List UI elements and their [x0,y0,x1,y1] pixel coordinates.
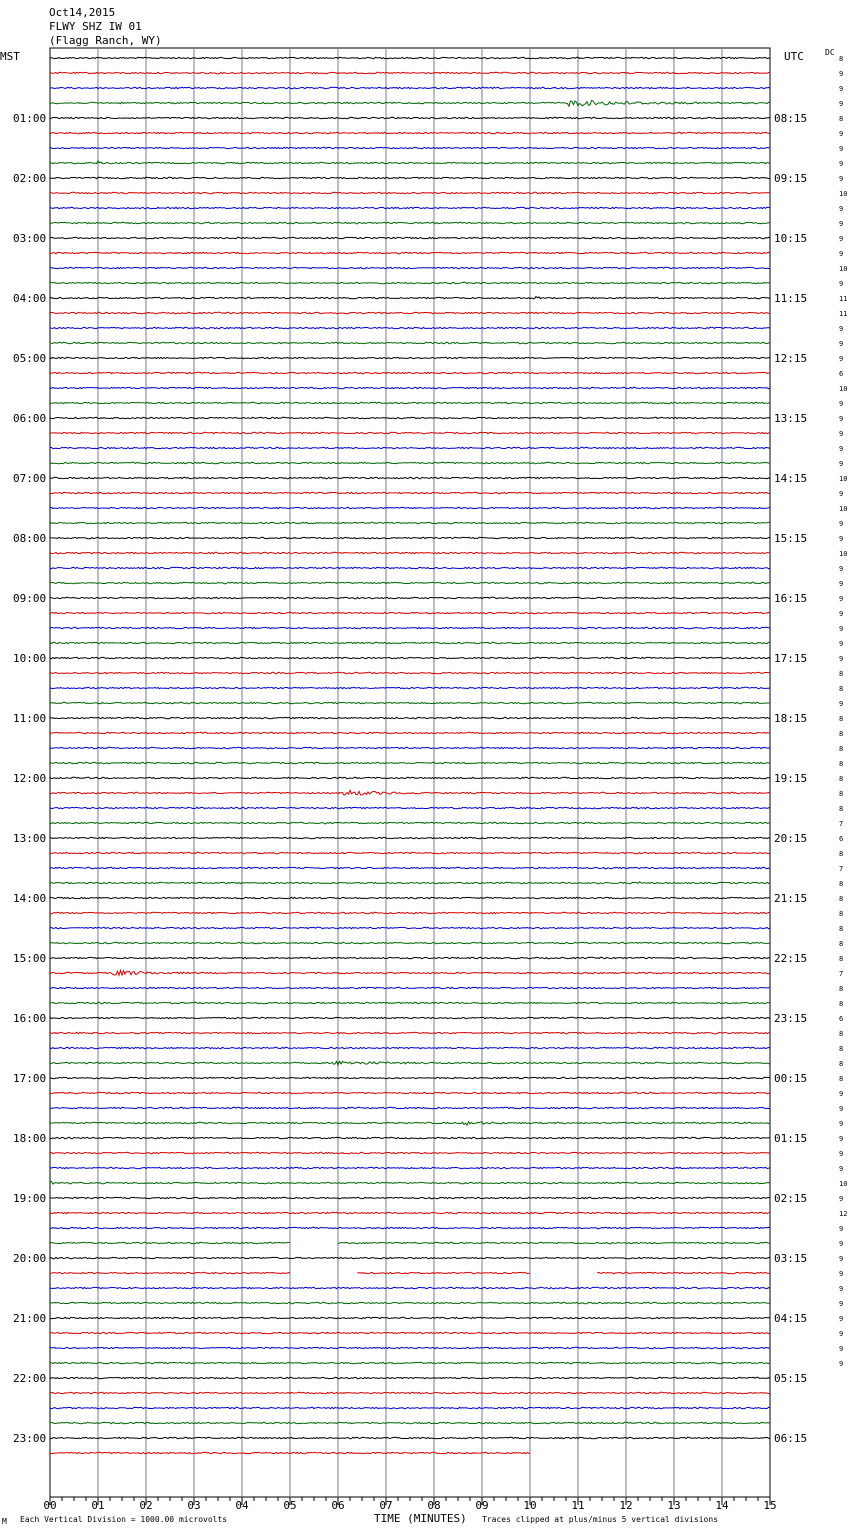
dc-value-row-81: 9 [839,1270,844,1278]
dc-value-row-24: 9 [839,415,844,423]
dc-value-row-62: 8 [839,985,844,993]
left-hour-label-20: 21:00 [13,1312,47,1325]
dc-value-row-17: 11 [839,310,848,318]
trace-row-49-seg-0 [50,790,770,795]
dc-value-row-27: 9 [839,460,844,468]
trace-row-15-seg-0 [50,282,770,283]
trace-row-46-seg-0 [50,747,770,748]
trace-row-5-seg-0 [50,132,770,133]
dc-value-row-60: 8 [839,955,844,963]
dc-value-row-7: 9 [839,160,844,168]
dc-value-row-38: 9 [839,625,844,633]
dc-value-row-83: 9 [839,1300,844,1308]
trace-row-51-seg-0 [50,822,770,823]
dc-value-row-71: 9 [839,1120,844,1128]
corner-mark: M [2,1517,7,1526]
trace-row-75-seg-0 [50,1181,770,1184]
dc-value-row-55: 8 [839,880,844,888]
left-timezone-label: MST [0,50,20,63]
x-tick-label-06: 06 [331,1499,345,1512]
x-tick-label-13: 13 [667,1499,681,1512]
dc-value-row-51: 7 [839,820,844,828]
dc-value-row-25: 9 [839,430,844,438]
x-tick-label-15: 15 [763,1499,777,1512]
dc-value-row-13: 9 [839,250,844,258]
header-date: Oct14,2015 [49,6,116,19]
left-hour-label-17: 18:00 [13,1132,47,1145]
dc-value-row-41: 8 [839,670,844,678]
trace-row-18-seg-0 [50,327,770,328]
trace-row-58-seg-0 [50,927,770,928]
trace-row-27-seg-0 [50,462,770,463]
trace-row-66-seg-0 [50,1047,770,1048]
trace-row-90-seg-0 [50,1407,770,1408]
dc-value-row-52: 6 [839,835,844,843]
dc-value-row-33: 10 [839,550,848,558]
scale-note: Each Vertical Division = 1000.00 microvolts [20,1515,228,1524]
right-hour-label-14: 22:15 [774,952,808,965]
dc-value-row-68: 8 [839,1075,844,1083]
left-hour-label-8: 09:00 [13,592,47,605]
trace-row-81-seg-2 [597,1272,770,1273]
trace-row-25-seg-0 [50,432,770,433]
x-tick-label-07: 07 [379,1499,393,1512]
right-hour-label-19: 03:15 [774,1252,808,1265]
right-hour-label-10: 18:15 [774,712,808,725]
right-hour-label-1: 09:15 [774,172,808,185]
right-hour-label-3: 11:15 [774,292,808,305]
trace-row-81-seg-0 [50,1272,290,1273]
x-tick-label-09: 09 [475,1499,489,1512]
trace-row-43-seg-0 [50,702,770,703]
trace-row-30-seg-0 [50,507,770,508]
dc-value-row-23: 9 [839,400,844,408]
right-hour-label-8: 16:15 [774,592,808,605]
trace-row-73-seg-0 [50,1152,770,1153]
right-hour-label-9: 17:15 [774,652,808,665]
dc-value-row-12: 9 [839,235,844,243]
dc-value-row-18: 9 [839,325,844,333]
right-hour-label-5: 13:15 [774,412,808,425]
dc-value-row-20: 9 [839,355,844,363]
dc-value-row-37: 9 [839,610,844,618]
left-hour-label-10: 11:00 [13,712,47,725]
right-hour-label-21: 05:15 [774,1372,808,1385]
dc-value-row-21: 6 [839,370,844,378]
trace-row-71-seg-0 [50,1122,770,1126]
right-hour-label-4: 12:15 [774,352,808,365]
dc-value-row-1: 9 [839,70,844,78]
dc-value-row-74: 9 [839,1165,844,1173]
dc-value-row-82: 9 [839,1285,844,1293]
trace-row-37-seg-0 [50,612,770,613]
trace-row-53-seg-0 [50,852,770,853]
x-tick-label-10: 10 [523,1499,537,1512]
plot-frame [50,48,770,1497]
dc-value-row-30: 10 [839,505,848,513]
header-station: FLWY SHZ IW 01 [49,20,142,33]
trace-row-52-seg-0 [50,837,770,838]
left-hour-label-0: 01:00 [13,112,47,125]
trace-row-85-seg-0 [50,1332,770,1333]
dc-value-row-8: 9 [839,175,844,183]
trace-row-40-seg-0 [50,657,770,658]
dc-value-row-43: 9 [839,700,844,708]
right-hour-label-22: 06:15 [774,1432,808,1445]
dc-value-row-44: 8 [839,715,844,723]
left-hour-label-11: 12:00 [13,772,47,785]
dc-value-row-45: 8 [839,730,844,738]
dc-value-row-66: 8 [839,1045,844,1053]
left-hour-label-14: 15:00 [13,952,47,965]
trace-row-55-seg-0 [50,882,770,884]
trace-row-13-seg-0 [50,252,770,253]
left-hour-label-18: 19:00 [13,1192,47,1205]
trace-row-86-seg-0 [50,1347,770,1348]
dc-value-row-15: 9 [839,280,844,288]
x-tick-label-04: 04 [235,1499,249,1512]
trace-row-81-seg-1 [357,1272,530,1273]
dc-value-row-72: 9 [839,1135,844,1143]
dc-value-row-59: 8 [839,940,844,948]
trace-row-80-seg-0 [50,1257,770,1258]
dc-value-row-77: 12 [839,1210,848,1218]
dc-value-row-34: 9 [839,565,844,573]
dc-value-row-39: 9 [839,640,844,648]
dc-value-row-87: 9 [839,1360,844,1368]
right-hour-label-7: 15:15 [774,532,808,545]
trace-row-11-seg-0 [50,222,770,223]
trace-row-1-seg-0 [50,72,770,73]
trace-row-68-seg-0 [50,1077,770,1078]
dc-value-row-79: 9 [839,1240,844,1248]
trace-row-7-seg-0 [50,161,770,164]
dc-value-row-31: 9 [839,520,844,528]
left-hour-label-1: 02:00 [13,172,47,185]
dc-value-row-50: 8 [839,805,844,813]
trace-row-50-seg-0 [50,807,770,808]
left-hour-label-16: 17:00 [13,1072,47,1085]
trace-row-83-seg-0 [50,1302,770,1303]
dc-value-row-11: 9 [839,220,844,228]
trace-row-29-seg-0 [50,492,770,493]
trace-row-22-seg-0 [50,387,770,388]
right-hour-label-0: 08:15 [774,112,808,125]
trace-row-64-seg-0 [50,1017,770,1018]
right-timezone-label: UTC [784,50,804,63]
dc-value-row-46: 8 [839,745,844,753]
trace-row-79-seg-0 [50,1242,290,1243]
trace-row-79-seg-1 [338,1242,770,1243]
trace-row-48-seg-0 [50,777,770,778]
header-location: (Flagg Ranch, WY) [49,34,162,47]
dc-value-row-63: 8 [839,1000,844,1008]
dc-value-row-4: 8 [839,115,844,123]
dc-value-row-22: 10 [839,385,848,393]
right-hour-label-15: 23:15 [774,1012,808,1025]
left-hour-label-15: 16:00 [13,1012,47,1025]
dc-value-row-57: 8 [839,910,844,918]
dc-value-row-54: 7 [839,865,844,873]
dc-value-row-28: 10 [839,475,848,483]
x-tick-label-00: 00 [43,1499,57,1512]
dc-value-row-75: 10 [839,1180,848,1188]
dc-value-row-9: 10 [839,190,848,198]
trace-row-70-seg-0 [50,1107,770,1108]
trace-row-65-seg-0 [50,1032,770,1033]
dc-value-row-40: 9 [839,655,844,663]
dc-value-row-5: 9 [839,130,844,138]
dc-value-row-32: 9 [839,535,844,543]
trace-row-38-seg-0 [50,627,770,628]
dc-value-row-78: 9 [839,1225,844,1233]
trace-row-0-seg-0 [50,57,770,58]
trace-row-31-seg-0 [50,522,770,523]
left-hour-label-21: 22:00 [13,1372,47,1385]
right-hour-label-13: 21:15 [774,892,808,905]
dc-value-row-16: 11 [839,295,848,303]
trace-row-4-seg-0 [50,117,770,118]
x-tick-label-08: 08 [427,1499,441,1512]
dc-value-row-6: 9 [839,145,844,153]
dc-value-row-49: 8 [839,790,844,798]
dc-value-row-0: 8 [839,55,844,63]
dc-value-row-69: 9 [839,1090,844,1098]
trace-row-20-seg-0 [50,357,770,358]
trace-row-62-seg-0 [50,987,770,988]
dc-value-row-47: 8 [839,760,844,768]
trace-row-26-seg-0 [50,447,770,448]
trace-row-23-seg-0 [50,402,770,403]
dc-value-row-26: 9 [839,445,844,453]
trace-row-56-seg-0 [50,897,770,898]
trace-row-76-seg-0 [50,1197,770,1198]
dc-value-row-85: 9 [839,1330,844,1338]
trace-row-74-seg-0 [50,1167,770,1168]
trace-row-87-seg-0 [50,1362,770,1363]
trace-row-78-seg-0 [50,1227,770,1228]
trace-row-10-seg-0 [50,207,770,208]
left-hour-label-6: 07:00 [13,472,47,485]
trace-row-19-seg-0 [50,342,770,343]
trace-row-54-seg-0 [50,867,770,868]
dc-value-row-48: 8 [839,775,844,783]
dc-value-row-73: 9 [839,1150,844,1158]
trace-row-57-seg-0 [50,912,770,913]
trace-row-82-seg-0 [50,1287,770,1288]
trace-row-35-seg-0 [50,582,770,583]
left-hour-label-22: 23:00 [13,1432,47,1445]
left-hour-label-2: 03:00 [13,232,47,245]
trace-row-45-seg-0 [50,732,770,733]
x-tick-label-14: 14 [715,1499,729,1512]
dc-value-row-84: 9 [839,1315,844,1323]
trace-row-6-seg-0 [50,147,770,148]
left-hour-label-9: 10:00 [13,652,47,665]
trace-row-39-seg-0 [50,642,770,643]
trace-row-44-seg-0 [50,717,770,718]
trace-row-47-seg-0 [50,762,770,763]
x-tick-label-01: 01 [91,1499,105,1512]
trace-row-34-seg-0 [50,567,770,568]
trace-row-60-seg-0 [50,957,770,958]
left-hour-label-7: 08:00 [13,532,47,545]
dc-header-label: DC [825,48,835,57]
right-hour-label-20: 04:15 [774,1312,808,1325]
trace-row-28-seg-0 [50,477,770,478]
dc-value-row-80: 9 [839,1255,844,1263]
trace-row-91-seg-0 [50,1422,770,1423]
trace-row-72-seg-0 [50,1137,770,1138]
dc-value-row-61: 7 [839,970,844,978]
left-hour-label-13: 14:00 [13,892,47,905]
trace-row-2-seg-0 [50,87,770,88]
trace-row-84-seg-0 [50,1317,770,1318]
dc-value-row-36: 9 [839,595,844,603]
right-hour-label-18: 02:15 [774,1192,808,1205]
trace-row-67-seg-0 [50,1061,770,1065]
left-hour-label-12: 13:00 [13,832,47,845]
dc-value-row-70: 9 [839,1105,844,1113]
trace-row-59-seg-0 [50,942,770,943]
dc-value-row-53: 8 [839,850,844,858]
trace-row-88-seg-0 [50,1377,770,1378]
trace-row-12-seg-0 [50,237,770,238]
right-hour-label-6: 14:15 [774,472,808,485]
trace-row-21-seg-0 [50,372,770,373]
trace-row-42-seg-0 [50,687,770,688]
right-hour-label-16: 00:15 [774,1072,808,1085]
trace-row-9-seg-0 [50,192,770,193]
dc-value-row-10: 9 [839,205,844,213]
dc-value-row-2: 9 [839,85,844,93]
right-hour-label-2: 10:15 [774,232,808,245]
dc-value-row-64: 6 [839,1015,844,1023]
dc-value-row-56: 8 [839,895,844,903]
right-hour-label-12: 20:15 [774,832,808,845]
trace-row-61-seg-0 [50,970,770,975]
dc-value-row-35: 9 [839,580,844,588]
trace-row-92-seg-0 [50,1437,770,1438]
trace-row-77-seg-0 [50,1212,770,1213]
x-tick-label-03: 03 [187,1499,201,1512]
dc-value-row-76: 9 [839,1195,844,1203]
clip-note: Traces clipped at plus/minus 5 vertical divisions [482,1515,719,1524]
trace-row-17-seg-0 [50,312,770,313]
dc-value-row-67: 8 [839,1060,844,1068]
trace-row-33-seg-0 [50,552,770,553]
trace-row-36-seg-0 [50,597,770,598]
left-hour-label-4: 05:00 [13,352,47,365]
right-hour-label-11: 19:15 [774,772,808,785]
trace-row-89-seg-0 [50,1392,770,1393]
right-hour-label-17: 01:15 [774,1132,808,1145]
trace-row-41-seg-0 [50,672,770,673]
left-hour-label-19: 20:00 [13,1252,47,1265]
trace-row-32-seg-0 [50,537,770,538]
dc-value-row-42: 8 [839,685,844,693]
trace-row-3-seg-0 [50,101,770,107]
x-tick-label-02: 02 [139,1499,153,1512]
trace-row-14-seg-0 [50,267,770,268]
x-tick-label-11: 11 [571,1499,585,1512]
x-axis-title: TIME (MINUTES) [374,1512,467,1525]
trace-row-69-seg-0 [50,1092,770,1093]
dc-value-row-3: 9 [839,100,844,108]
x-tick-label-12: 12 [619,1499,633,1512]
left-hour-label-5: 06:00 [13,412,47,425]
trace-row-24-seg-0 [50,417,770,418]
left-hour-label-3: 04:00 [13,292,47,305]
dc-value-row-58: 8 [839,925,844,933]
dc-value-row-65: 8 [839,1030,844,1038]
dc-value-row-14: 10 [839,265,848,273]
trace-row-8-seg-0 [50,177,770,178]
dc-value-row-29: 9 [839,490,844,498]
dc-value-row-19: 9 [839,340,844,348]
trace-row-63-seg-0 [50,1002,770,1003]
dc-value-row-86: 9 [839,1345,844,1353]
trace-row-16-seg-0 [50,297,770,299]
x-tick-label-05: 05 [283,1499,297,1512]
